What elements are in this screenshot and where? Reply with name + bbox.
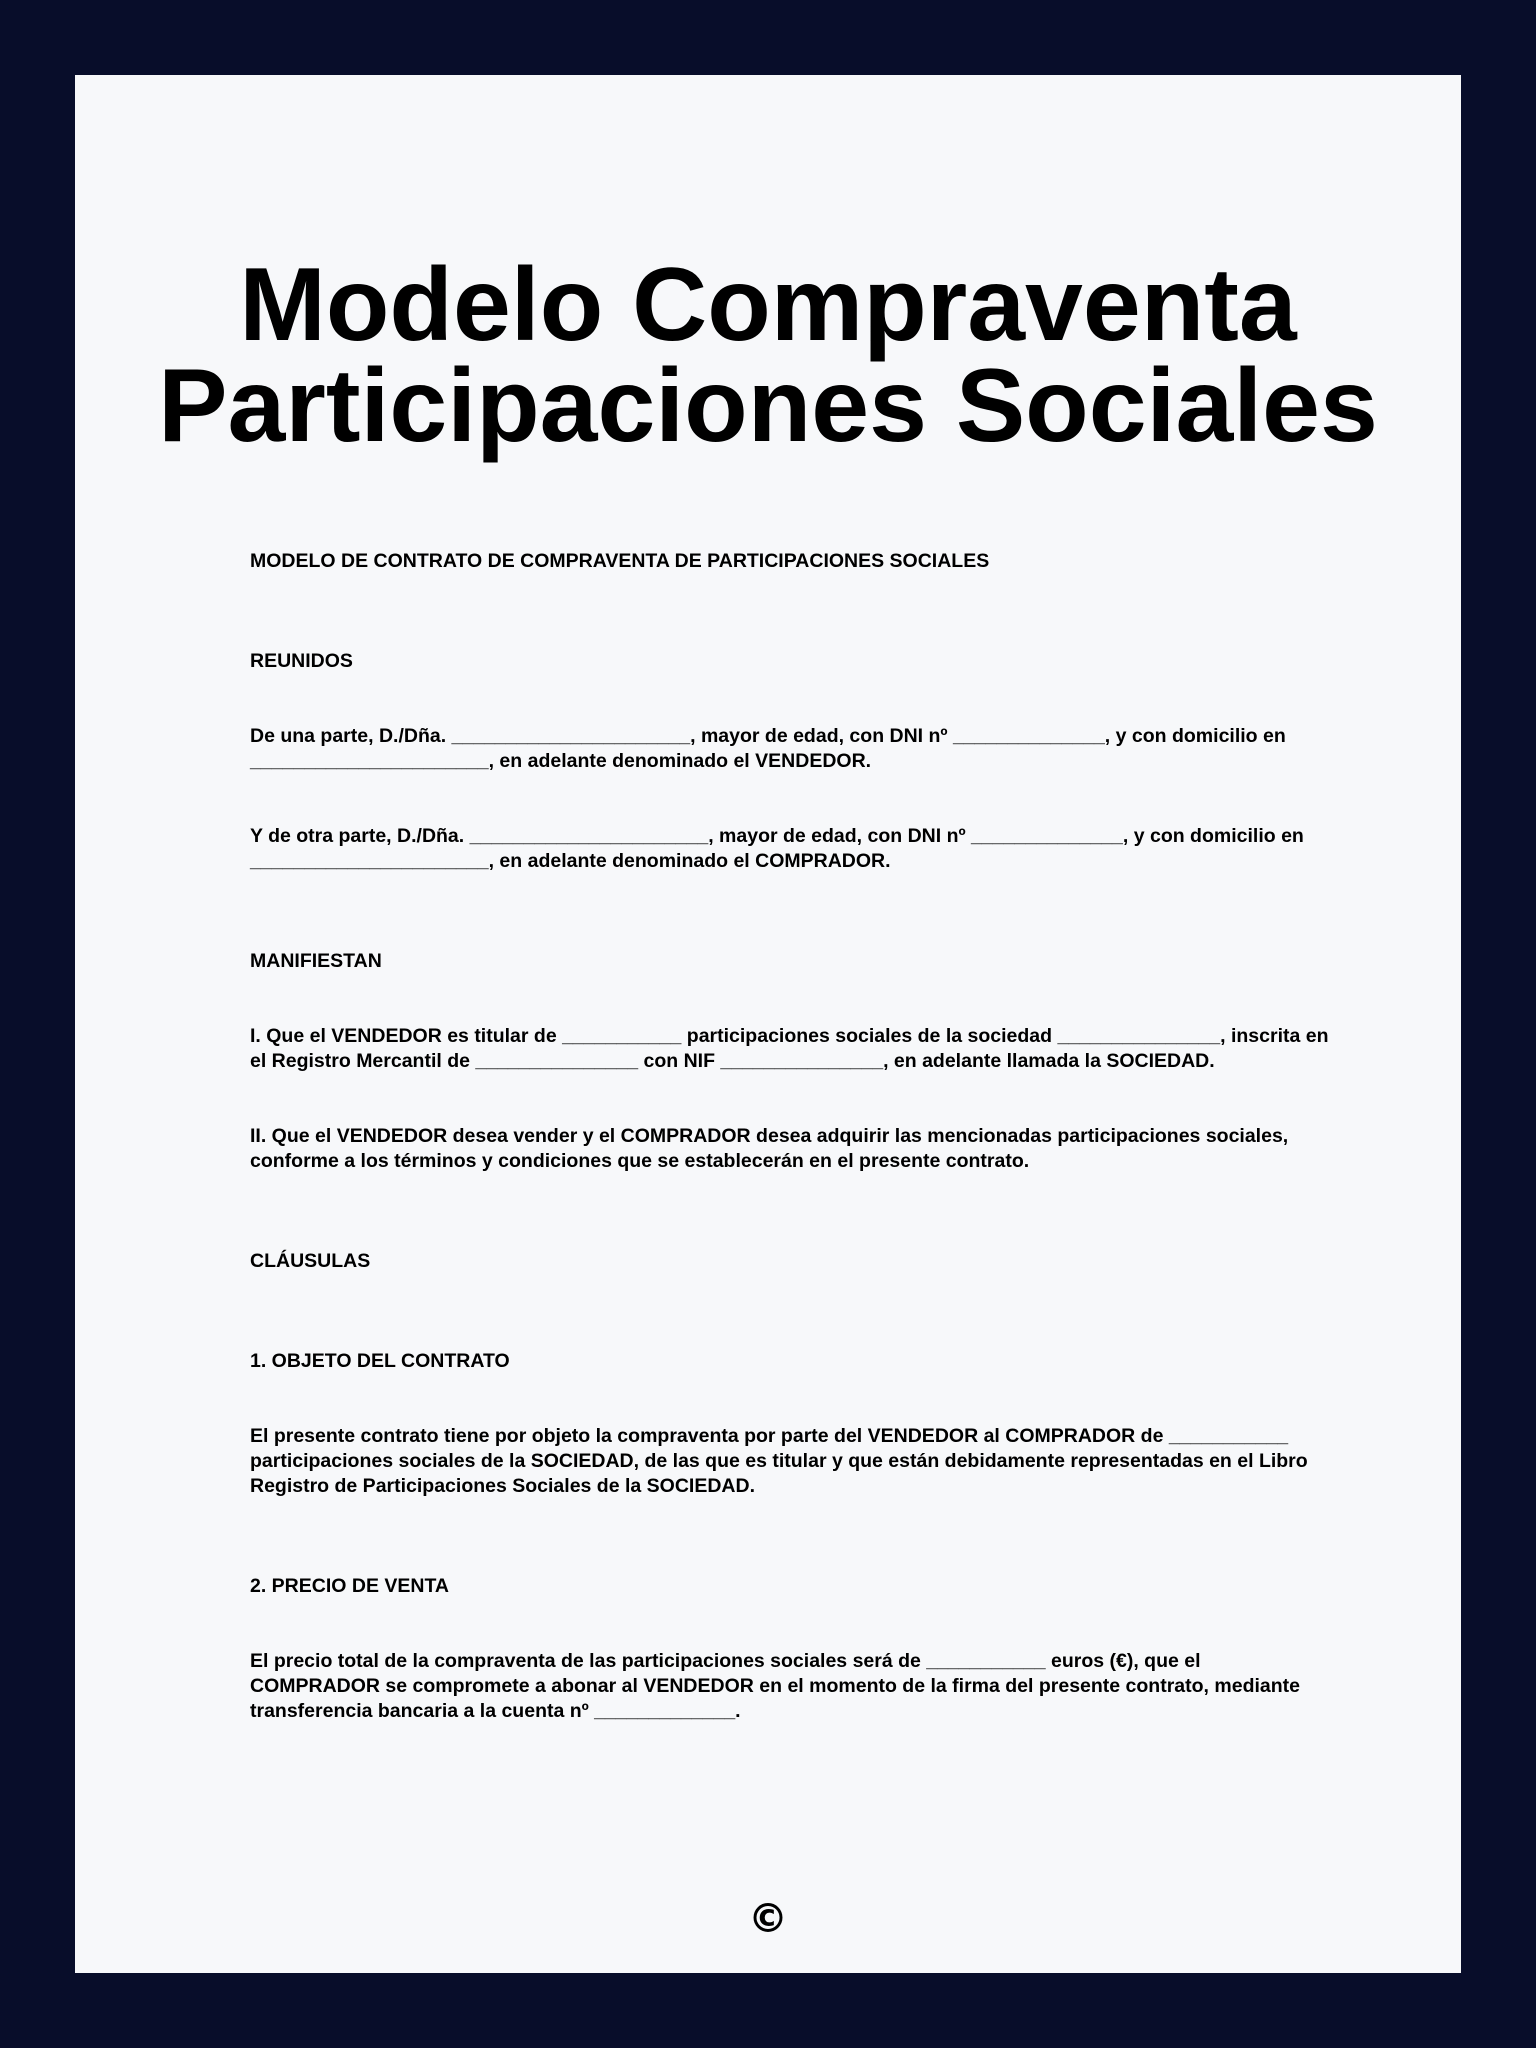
contract-heading: MODELO DE CONTRATO DE COMPRAVENTA DE PARTICIPACIONES SOCIALES: [250, 550, 990, 572]
section-heading-reunidos: REUNIDOS: [250, 650, 353, 672]
clause-2-paragraph: El precio total de la compraventa de las participaciones sociales será de ___________ euros (€), que el COMPRADOR se compromete a abonar al VENDEDOR en el momento de la firma del presente contrato, mediante transferencia bancaria a la cuenta nº _____________.: [250, 1650, 1300, 1722]
title-line-2: Participaciones Sociales: [158, 348, 1378, 464]
clause-1-title: 1. OBJETO DEL CONTRATO: [250, 1350, 510, 1372]
party-buyer-paragraph: Y de otra parte, D./Dña. ______________________, mayor de edad, con DNI nº ______________, y con domicilio en ______________________, en adelante denominado el COMPRADOR.: [250, 825, 1304, 872]
document-page: [75, 75, 1461, 1973]
section-heading-manifiestan: MANIFIESTAN: [250, 950, 382, 972]
contract-body: [250, 549, 1330, 1724]
statement-1-paragraph: I. Que el VENDEDOR es titular de ___________ participaciones sociales de la sociedad _______________, inscrita en el Registro Mercantil de _______________ con NIF _______________, en adelante llamada la SOCIEDAD.: [250, 1025, 1329, 1072]
title-line-1: Modelo Compraventa: [239, 247, 1297, 363]
copyright-icon: ©: [748, 1896, 788, 1942]
document-title: [75, 247, 1461, 464]
statement-2-paragraph: II. Que el VENDEDOR desea vender y el COMPRADOR desea adquirir las mencionadas participaciones sociales, conforme a los términos y condiciones que se establecerán en el presente contrato.: [250, 1125, 1289, 1172]
party-seller-paragraph: De una parte, D./Dña. ______________________, mayor de edad, con DNI nº ______________, y con domicilio en ______________________, en adelante denominado el VENDEDOR.: [250, 725, 1286, 772]
clause-2-title: 2. PRECIO DE VENTA: [250, 1575, 450, 1597]
clause-1-paragraph: El presente contrato tiene por objeto la compraventa por parte del VENDEDOR al COMPRADOR de ___________ participaciones sociales de la SOCIEDAD, de las que es titular y que están debidamente representadas en el Libro Registro de Participaciones Sociales de la SOCIEDAD.: [250, 1425, 1308, 1497]
section-heading-clausulas: CLÁUSULAS: [250, 1250, 371, 1272]
